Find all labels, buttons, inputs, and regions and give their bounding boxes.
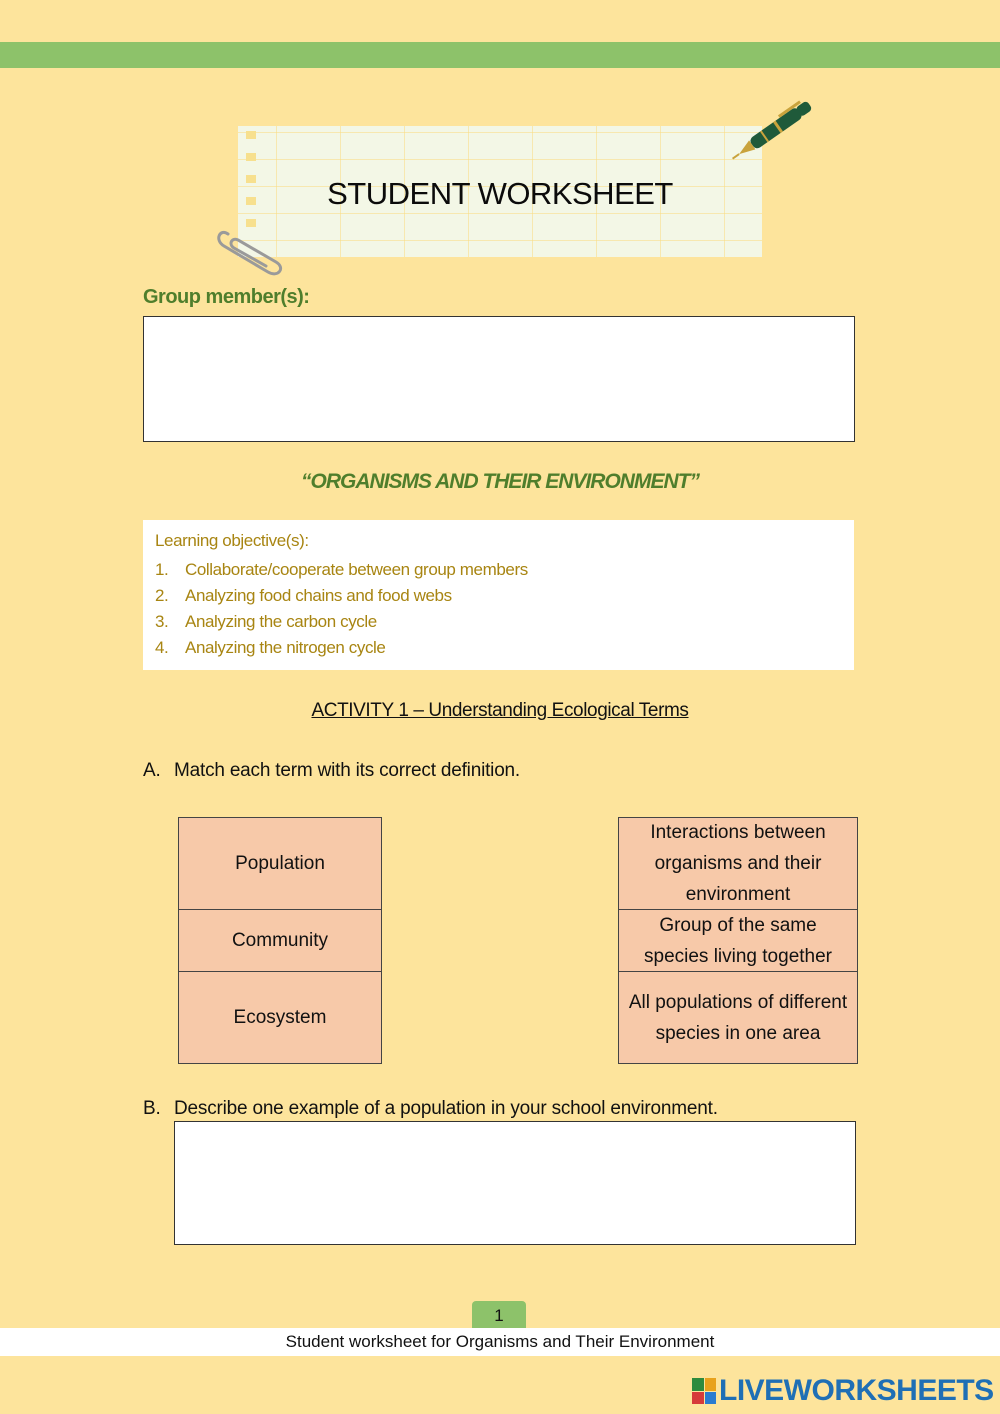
- question-a-text: Match each term with its correct definition.: [174, 760, 521, 781]
- terms-column: [178, 817, 382, 1064]
- fountain-pen-icon: [718, 94, 828, 168]
- question-b-label: B.: [143, 1098, 161, 1119]
- page-number: 1: [472, 1301, 526, 1329]
- definition-item[interactable]: Group of the same species living together: [619, 910, 857, 972]
- footer-text: Student worksheet for Organisms and Their Environment: [0, 1328, 1000, 1356]
- group-members-input-box[interactable]: [143, 316, 855, 442]
- term-ecosystem[interactable]: Ecosystem: [179, 972, 381, 1063]
- definitions-column: [618, 817, 858, 1064]
- topic-heading: “ORGANISMS AND THEIR ENVIRONMENT”: [301, 470, 699, 493]
- objective-item: 3. Analyzing the carbon cycle: [155, 612, 377, 631]
- objective-item: 1. Collaborate/cooperate between group members: [155, 560, 528, 579]
- top-banner-bar: [0, 42, 1000, 68]
- definition-item[interactable]: Interactions between organisms and their environment: [619, 818, 857, 910]
- activity-heading: ACTIVITY 1 – Understanding Ecological Terms: [311, 700, 689, 721]
- question-b-answer-box[interactable]: [174, 1121, 856, 1245]
- question-a: [143, 760, 520, 782]
- liveworksheets-branding[interactable]: [692, 1374, 994, 1408]
- question-b: [143, 1098, 718, 1120]
- term-community[interactable]: Community: [179, 910, 381, 972]
- learning-objectives-panel: [143, 520, 854, 670]
- objectives-list: [155, 557, 528, 661]
- paperclip-icon: [216, 224, 288, 282]
- page-title: STUDENT WORKSHEET: [327, 176, 673, 211]
- brand-name: LIVEWORKSHEETS: [719, 1374, 994, 1407]
- objective-item: 4. Analyzing the nitrogen cycle: [155, 638, 386, 657]
- definition-item[interactable]: All populations of different species in one area: [619, 972, 857, 1063]
- question-a-label: A.: [143, 760, 161, 781]
- group-members-label: Group member(s):: [143, 286, 310, 308]
- title-card: [238, 126, 762, 257]
- term-population[interactable]: Population: [179, 818, 381, 910]
- liveworksheets-logo-icon: [692, 1378, 716, 1404]
- objective-item: 2. Analyzing food chains and food webs: [155, 586, 452, 605]
- objectives-title: Learning objective(s):: [155, 531, 309, 550]
- question-b-text: Describe one example of a population in your school environment.: [174, 1098, 718, 1119]
